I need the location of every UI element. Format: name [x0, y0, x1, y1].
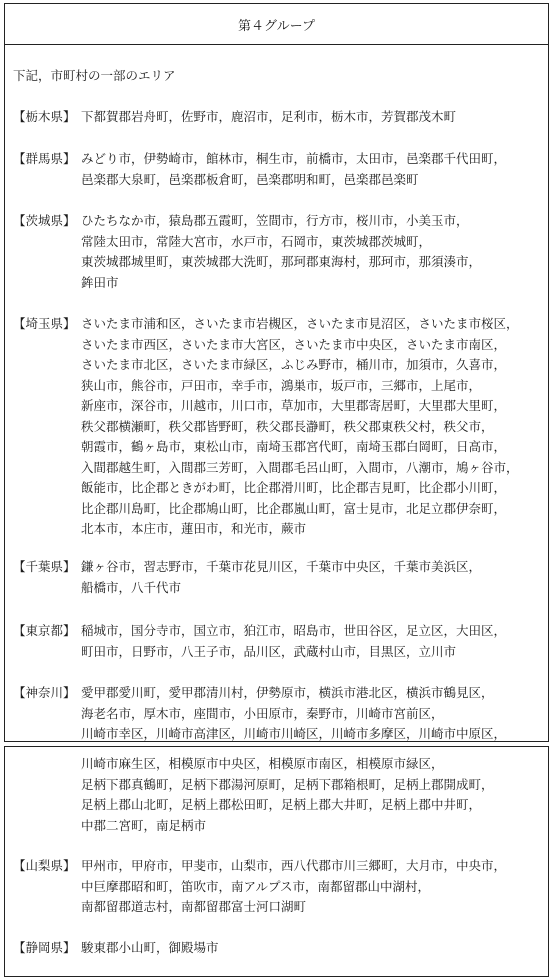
municipality-list	[81, 557, 551, 598]
municipality-line: 町田市，日野市，八王子市，品川区，武蔵村山市，目黒区，立川市	[81, 643, 457, 659]
prefecture-name: 【茨城県】	[13, 213, 76, 228]
municipality-line: 北本市，本庄市，蓮田市，和光市，蕨市	[81, 521, 307, 536]
area-table-top	[4, 3, 549, 742]
municipality-line: さいたま市西区，さいたま市大宮区，さいたま市中央区，さいたま市南区，	[81, 336, 507, 352]
municipality-line: 下都賀郡岩舟町，佐野市，鹿沼市，足利市，栃木市，芳賀郡茂木町	[81, 109, 457, 124]
municipality-line: 飯能市，比企郡ときがわ町，比企郡滑川町，比企郡吉見町，比企郡小川町，	[81, 480, 507, 495]
municipality-list	[81, 149, 551, 190]
municipality-list	[81, 211, 551, 293]
municipality-line: 足柄下郡真鶴町，足柄下郡湯河原町，足柄下郡箱根町，足柄上郡開成町，	[81, 776, 494, 792]
municipality-list	[81, 938, 551, 959]
municipality-line: 中巨摩郡昭和町，笛吹市，南アルプス市，南都留郡山中湖村，	[81, 878, 431, 894]
prefecture-name: 【千葉県】	[13, 559, 76, 574]
prefecture-name: 【群馬県】	[13, 151, 76, 166]
municipality-line: 甲州市，甲府市，甲斐市，山梨市，西八代郡市川三郷町，大月市，中央市，	[81, 858, 507, 873]
group-title: 第４グループ	[238, 18, 315, 34]
municipality-list	[81, 314, 551, 540]
intro-text: 下記，市町村の一部のエリア	[13, 68, 176, 83]
municipality-list	[81, 107, 551, 128]
municipality-line: 秩父郡横瀬町，秩父郡皆野町，秩父郡長瀞町，秩父郡東秩父村，秩父市，	[81, 418, 494, 434]
municipality-line: 比企郡川島町，比企郡鳩山町，比企郡嵐山町，富士見市，北足立郡伊奈町，	[81, 500, 507, 516]
prefecture-name: 【埼玉県】	[13, 316, 76, 331]
municipality-line: 常陸太田市，常陸大宮市，水戸市，石岡市，東茨城郡茨城町，	[81, 233, 432, 249]
municipality-line: 東茨城郡城里町，東茨城郡大洗町，那珂郡東海村，那珂市，那須湊市，	[81, 254, 482, 269]
area-table-continued	[4, 746, 549, 977]
municipality-line: 稲城市，国分寺市，国立市，狛江市，昭島市，世田谷区，足立区，大田区，	[81, 623, 507, 638]
municipality-line: 足柄上郡山北町，足柄上郡松田町，足柄上郡大井町，足柄上郡中井町，	[81, 797, 482, 812]
prefecture-name: 【神奈川】	[13, 685, 76, 700]
prefecture-name: 【山梨県】	[13, 858, 76, 873]
municipality-line: 狭山市，熊谷市，戸田市，幸手市，鴻巣市，坂戸市，三郷市，上尾市，	[81, 377, 482, 393]
municipality-line: 朝霞市，鶴ヶ島市，東松山市，南埼玉郡宮代町，南埼玉郡白岡町，日高市，	[81, 439, 507, 454]
municipality-line: 愛甲郡愛川町，愛甲郡清川村，伊勢原市，横浜市港北区，横浜市鶴見区，	[81, 685, 494, 700]
municipality-line: 入間郡越生町，入間郡三芳町，入間郡毛呂山町，入間市，八潮市，鳩ヶ谷市，	[81, 459, 519, 475]
municipality-line: さいたま市浦和区，さいたま市岩槻区，さいたま市見沼区，さいたま市桜区，	[81, 316, 519, 331]
municipality-line: 船橋市，八千代市	[81, 579, 182, 595]
prefecture-name: 【静岡県】	[13, 940, 76, 955]
municipality-line: 邑楽郡大泉町，邑楽郡板倉町，邑楽郡明和町，邑楽郡邑楽町	[81, 171, 419, 187]
municipality-list	[81, 621, 551, 662]
prefecture-name: 【栃木県】	[13, 109, 76, 124]
municipality-line: ひたちなか市，猿島郡五霞町，笠間市，行方市，桜川市，小美玉市，	[81, 213, 469, 228]
prefecture-name: 【東京都】	[13, 623, 76, 638]
municipality-line: 南都留郡道志村，南都留郡富士河口湖町	[81, 899, 307, 914]
municipality-line: 鎌ヶ谷市，習志野市，千葉市花見川区，千葉市中央区，千葉市美浜区，	[81, 559, 482, 574]
municipality-line: さいたま市北区，さいたま市緑区，ふじみ野市，桶川市，加須市，久喜市，	[81, 357, 507, 372]
municipality-list	[81, 683, 551, 745]
municipality-line: 川崎市幸区，川崎市高津区，川崎市川崎区，川崎市多摩区，川崎市中原区，	[81, 726, 507, 741]
municipality-line: 海老名市，厚木市，座間市，小田原市，秦野市，川崎市宮前区，	[81, 705, 444, 721]
group-header	[5, 4, 548, 45]
municipality-line: 川崎市麻生区，相模原市中央区，相模原市南区，相模原市緑区，	[81, 756, 444, 771]
municipality-line: 中郡二宮町，南足柄市	[81, 817, 207, 833]
municipality-list	[81, 856, 551, 918]
municipality-line: みどり市，伊勢崎市，館林市，桐生市，前橋市，太田市，邑楽郡千代田町，	[81, 151, 507, 166]
municipality-line: 鉾田市	[81, 274, 119, 290]
municipality-list	[81, 754, 551, 836]
municipality-line: 駿東郡小山町，御殿場市	[81, 940, 219, 955]
municipality-line: 新座市，深谷市，川越市，川口市，草加市，大里郡寄居町，大里郡大里町，	[81, 398, 507, 413]
